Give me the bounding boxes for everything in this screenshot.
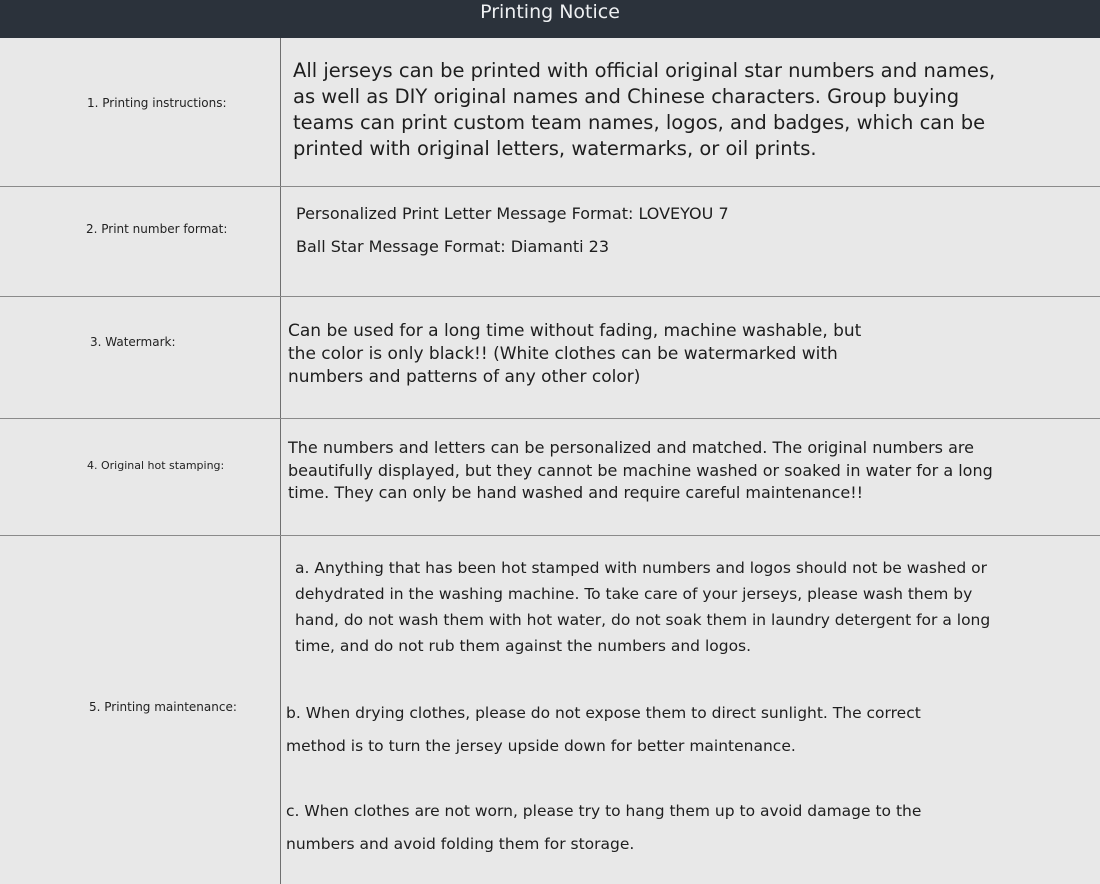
content-paragraph: Personalized Print Letter Message Format: LOVEYOU 7 (296, 204, 729, 223)
table-row-printing-instructions (0, 38, 1100, 187)
table-row-print-number-format (0, 187, 1100, 297)
page-header (0, 0, 1100, 38)
table-row-original-hot-stamping (0, 419, 1100, 536)
row-content (293, 58, 1023, 162)
row-content (286, 697, 966, 763)
column-divider (280, 187, 281, 296)
table-row-printing-maintenance (0, 536, 1100, 884)
row-content (295, 555, 1010, 659)
table-row-watermark (0, 297, 1100, 419)
printing-notice-table (0, 38, 1100, 884)
column-divider (280, 419, 281, 535)
row-label: 5. Printing maintenance: (89, 700, 237, 714)
row-label: 3. Watermark: (90, 335, 176, 349)
content-paragraph: b. When drying clothes, please do not expose them to direct sunlight. The correct method is to turn the jersey upside down for better maintenance. (286, 704, 921, 755)
content-paragraph: c. When clothes are not worn, please try to hang them up to avoid damage to the numbers and avoid folding them for storage. (286, 802, 922, 853)
row-label: 2. Print number format: (86, 222, 228, 236)
content-paragraph: Can be used for a long time without fading, machine washable, but the color is only black!! (White clothes can be watermarked with numbers and patterns of any other color) (288, 321, 862, 387)
content-paragraph: Ball Star Message Format: Diamanti 23 (296, 237, 609, 256)
column-divider (280, 38, 281, 186)
row-content (288, 437, 998, 505)
row-content (286, 795, 966, 861)
content-paragraph: All jerseys can be printed with official original star numbers and names, as well as DIY original names and Chinese characters. Group buying teams can print custom team names, logos, and badges, which can be printed with original letters, watermarks, or oil prints. (293, 59, 996, 160)
column-divider (280, 536, 281, 884)
content-paragraph: a. Anything that has been hot stamped with numbers and logos should not be washed or dehydrated in the washing machine. To take care of your jerseys, please wash them by hand, do not wash them with hot water, do not soak them in laundry detergent for a long time, and do not rub them against the numbers and logos. (295, 559, 991, 655)
row-content (296, 204, 996, 257)
row-label: 4. Original hot stamping: (87, 459, 225, 472)
column-divider (280, 297, 281, 418)
content-paragraph: The numbers and letters can be personalized and matched. The original numbers are beautifully displayed, but they cannot be machine washed or soaked in water for a long time. They can only be hand washed and require careful maintenance!! (288, 438, 993, 502)
page-title: Printing Notice (480, 1, 620, 23)
row-label: 1. Printing instructions: (87, 96, 227, 110)
row-content (288, 320, 888, 389)
